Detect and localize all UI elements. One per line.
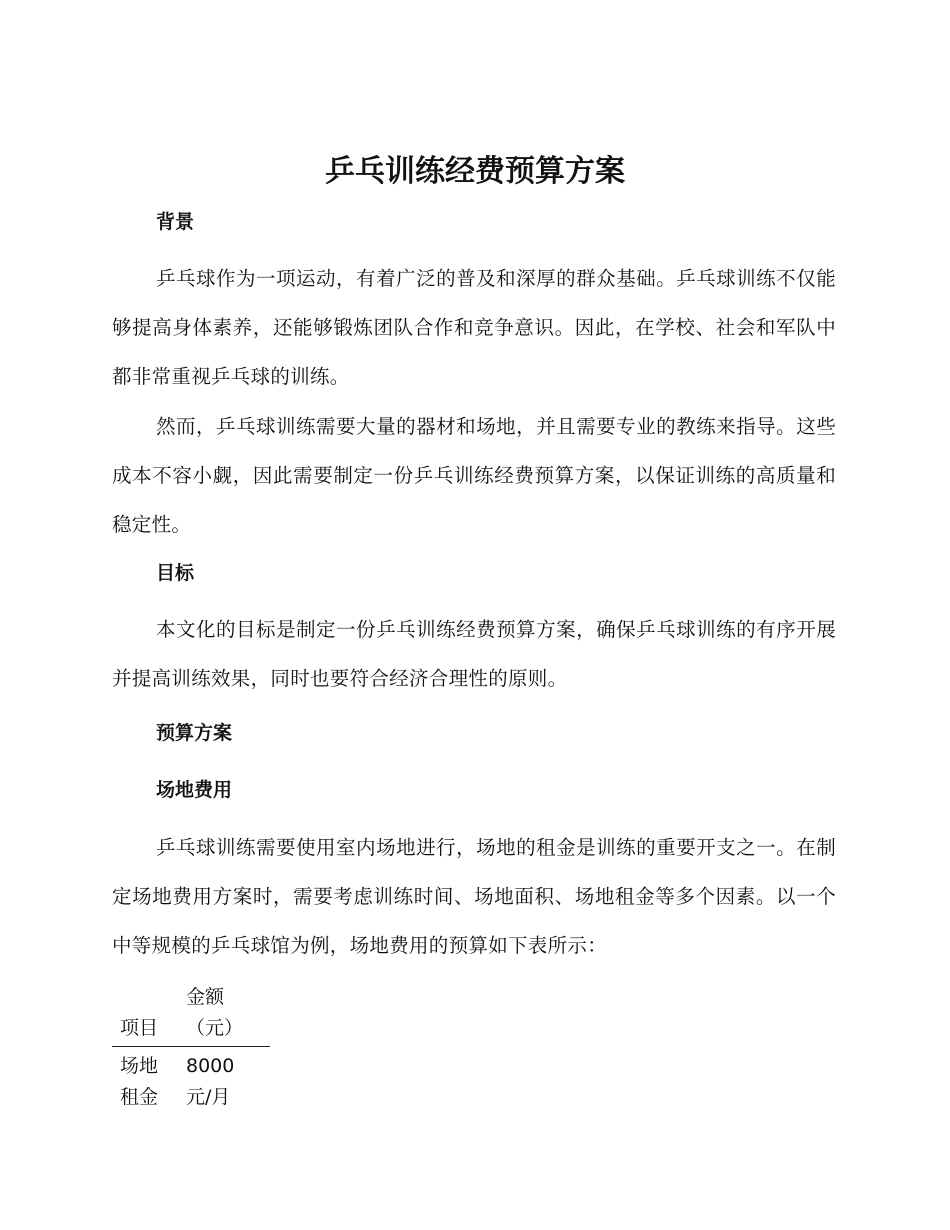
document-title: 乒乓训练经费预算方案 — [325, 154, 625, 189]
table-cell-item: 场地租金 — [120, 1055, 159, 1108]
background-paragraph-1: 乒乓球作为一项运动，有着广泛的普及和深厚的群众基础。乒乓球训练不仅能够提高身体素养，还能够锻炼团队合作和竞争意识。因此，在学校、社会和军队中都非常重视乒乓球的训练。 — [112, 267, 836, 388]
table-row — [112, 1047, 270, 1114]
table-header-row — [112, 982, 270, 1047]
table-header-amount: 金额（元） — [178, 982, 270, 1047]
venue-budget-table — [112, 982, 270, 1113]
table-header-item: 项目 — [112, 982, 178, 1047]
background-paragraph-2: 然而，乒乓球训练需要大量的器材和场地，并且需要专业的教练来指导。这些成本不容小觑，因此需要制定一份乒乓训练经费预算方案，以保证训练的高质量和稳定性。 — [112, 415, 836, 536]
venue-cost-paragraph: 乒乓球训练需要使用室内场地进行，场地的租金是训练的重要开支之一。在制定场地费用方案时，需要考虑训练时间、场地面积、场地租金等多个因素。以一个中等规模的乒乓球馆为例，场地费用的预算如下表所示： — [112, 836, 836, 957]
section-heading-venue-cost: 场地费用 — [156, 779, 233, 801]
table-cell-amount: 8000 元/月 — [186, 1055, 235, 1108]
section-heading-goal: 目标 — [156, 562, 195, 584]
section-heading-background: 背景 — [156, 211, 195, 233]
goal-paragraph: 本文化的目标是制定一份乒乓训练经费预算方案，确保乒乓球训练的有序开展并提高训练效果，同时也要符合经济合理性的原则。 — [112, 618, 836, 690]
section-heading-budget-plan: 预算方案 — [156, 722, 233, 744]
